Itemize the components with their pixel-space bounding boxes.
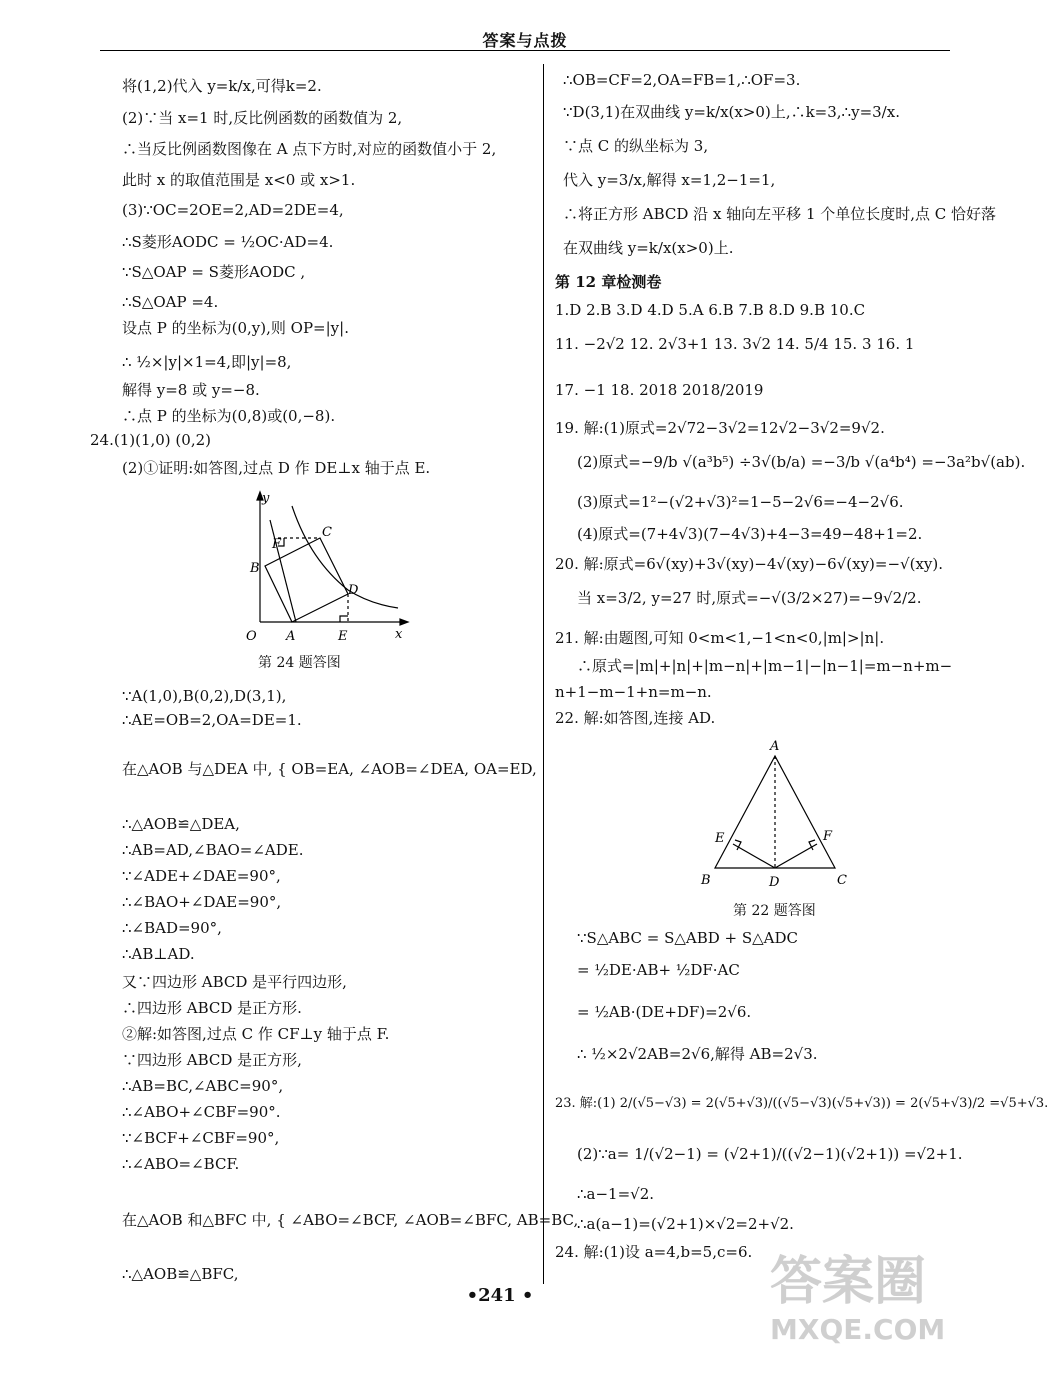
- text-line: (2)原式=−9/b √(a³b⁵) ÷3√(b/a) =−3/b √(a⁴b⁴) =−3a²b√(ab).: [577, 453, 1026, 471]
- watermark-logo: 答案圈: [770, 1252, 927, 1312]
- text-line: 又∵四边形 ABCD 是平行四边形,: [122, 973, 347, 991]
- text-line: 24.(1)(1,0) (0,2): [90, 431, 211, 449]
- header-title: 答案与点拨: [482, 31, 568, 50]
- label-a: A: [286, 629, 296, 644]
- text-line: = ½AB·(DE+DF)=2√6.: [577, 1003, 752, 1021]
- text-line: 将(1,2)代入 y=k/x,可得k=2.: [122, 77, 322, 95]
- label-c: C: [322, 525, 332, 540]
- text-line: ∵S△OAP = S菱形AODC ,: [122, 263, 306, 281]
- label-b: B: [701, 873, 711, 888]
- figure-24: [240, 490, 410, 644]
- section-heading: 第 12 章检测卷: [555, 273, 662, 291]
- label-f: F: [272, 537, 282, 552]
- text-line: 设点 P 的坐标为(0,y),则 OP=|y|.: [122, 319, 349, 337]
- hyperbola: [292, 506, 398, 608]
- text-line: ∴点 P 的坐标为(0,8)或(0,−8).: [122, 407, 336, 425]
- text-line: 24. 解:(1)设 a=4,b=5,c=6.: [555, 1243, 753, 1261]
- label-e: E: [338, 629, 348, 644]
- text-line: ∴AE=OB=2,OA=DE=1.: [122, 711, 302, 729]
- text-line: ∵四边形 ABCD 是正方形,: [122, 1051, 302, 1069]
- text-line: 11. −2√2 12. 2√3+1 13. 3√2 14. 5/4 15. 3 16. 1: [555, 335, 915, 353]
- text-line: ∵S△ABC = S△ABD + S△ADC: [577, 929, 799, 947]
- label-e: E: [715, 831, 725, 846]
- text-line: ∴∠ABO+∠CBF=90°.: [122, 1103, 281, 1121]
- text-line: ∴∠BAD=90°,: [122, 919, 222, 937]
- text-line: 23. 解:(1) 2/(√5−√3) = 2(√5+√3)/((√5−√3)(√5+√3)) = 2(√5+√3)/2 =√5+√3.: [555, 1096, 1048, 1111]
- header-rule: [100, 50, 950, 51]
- text-line: ∴原式=|m|+|n|+|m−n|+|m−1|−|n−1|=m−n+m−: [577, 657, 953, 675]
- label-f: F: [823, 829, 833, 844]
- page-number: •241 •: [466, 1285, 534, 1306]
- text-line: ∴AB⊥AD.: [122, 945, 195, 963]
- text-line: 22. 解:如答图,连接 AD.: [555, 709, 716, 727]
- text-line: ∴OB=CF=2,OA=FB=1,∴OF=3.: [563, 71, 801, 89]
- text-line: (3)∵OC=2OE=2,AD=2DE=4,: [122, 201, 344, 219]
- text-line: 当 x=3/2, y=27 时,原式=−√(3/2×27)=−9√2/2.: [577, 589, 922, 607]
- text-line: = ½DE·AB+ ½DF·AC: [577, 961, 740, 979]
- segment-de: [733, 844, 775, 868]
- text-line: 解得 y=8 或 y=−8.: [122, 381, 260, 399]
- text-line: (2)∵当 x=1 时,反比例函数的函数值为 2,: [122, 109, 403, 127]
- text-line: ∴△AOB≌△BFC,: [122, 1265, 239, 1283]
- text-line: ∴a(a−1)=(√2+1)×√2=2+√2.: [577, 1215, 794, 1233]
- text-line: ∵点 C 的纵坐标为 3,: [563, 137, 709, 155]
- line-ab-extended: [270, 520, 296, 622]
- label-a: A: [770, 739, 780, 754]
- text-line: n+1−m−1+n=m−n.: [555, 683, 712, 701]
- text-line: 此时 x 的取值范围是 x<0 或 x>1.: [122, 171, 356, 189]
- segment-df: [775, 844, 817, 868]
- text-line: ∴ ½×|y|×1=4,即|y|=8,: [122, 353, 292, 371]
- text-line: (3)原式=1²−(√2+√3)²=1−5−2√6=−4−2√6.: [577, 493, 904, 511]
- label-d: D: [348, 583, 359, 598]
- figure-22: [695, 738, 855, 890]
- watermark: [750, 1229, 980, 1359]
- text-line: ∴当反比例函数图像在 A 点下方时,对应的函数值小于 2,: [122, 140, 497, 158]
- text-line: 21. 解:由题图,可知 0<m<1,−1<n<0,|m|>|n|.: [555, 629, 885, 647]
- text-line: 在双曲线 y=k/x(x>0)上.: [563, 239, 734, 257]
- column-divider: [543, 64, 544, 1284]
- text-line: ∴∠ABO=∠BCF.: [122, 1155, 240, 1173]
- text-line: ∴将正方形 ABCD 沿 x 轴向左平移 1 个单位长度时,点 C 恰好落: [563, 205, 997, 223]
- text-line: 在△AOB 与△DEA 中, { OB=EA, ∠AOB=∠DEA, OA=ED,: [122, 760, 537, 778]
- text-line: ∴ ½×2√2AB=2√6,解得 AB=2√3.: [577, 1045, 818, 1063]
- label-b: B: [250, 561, 260, 576]
- label-y: y: [262, 491, 270, 506]
- watermark-url: MXQE.COM: [770, 1313, 946, 1346]
- text-line: 17. −1 18. 2018 2018/2019: [555, 381, 764, 399]
- text-line: 19. 解:(1)原式=2√72−3√2=12√2−3√2=9√2.: [555, 419, 885, 437]
- text-line: ∴△AOB≌△DEA,: [122, 815, 240, 833]
- text-line: ∴S△OAP =4.: [122, 293, 219, 311]
- text-line: ∴a−1=√2.: [577, 1185, 655, 1203]
- text-line: ②解:如答图,过点 C 作 CF⊥y 轴于点 F.: [122, 1025, 390, 1043]
- text-line: ∵D(3,1)在双曲线 y=k/x(x>0)上,∴k=3,∴y=3/x.: [563, 103, 900, 121]
- text-line: ∵∠ADE+∠DAE=90°,: [122, 867, 281, 885]
- text-line: 代入 y=3/x,解得 x=1,2−1=1,: [563, 171, 776, 189]
- label-d: D: [769, 875, 780, 890]
- label-o: O: [246, 629, 257, 644]
- text-line: 20. 解:原式=6√(xy)+3√(xy)−4√(xy)−6√(xy)=−√(xy).: [555, 555, 944, 573]
- label-c: C: [837, 873, 847, 888]
- text-line: ∵∠BCF+∠CBF=90°,: [122, 1129, 280, 1147]
- text-line: ∴AB=AD,∠BAO=∠ADE.: [122, 841, 304, 859]
- figure-24-caption: 第 24 题答图: [258, 655, 341, 671]
- page-header: [100, 0, 950, 50]
- text-line: 在△AOB 和△BFC 中, { ∠ABO=∠BCF, ∠AOB=∠BFC, AB=BC,: [122, 1211, 579, 1229]
- text-line: 1.D 2.B 3.D 4.D 5.A 6.B 7.B 8.D 9.B 10.C: [555, 301, 866, 319]
- text-line: ∵A(1,0),B(0,2),D(3,1),: [122, 687, 287, 705]
- text-line: ∴四边形 ABCD 是正方形.: [122, 999, 302, 1017]
- text-line: ∴S菱形AODC = ½OC·AD=4.: [122, 233, 334, 251]
- right-angle-e: [340, 616, 348, 622]
- figure-22-caption: 第 22 题答图: [733, 903, 816, 919]
- text-line: ∴AB=BC,∠ABC=90°,: [122, 1077, 284, 1095]
- label-x: x: [395, 627, 403, 642]
- x-arrow: [400, 619, 408, 625]
- text-line: (2)∵a= 1/(√2−1) = (√2+1)/((√2−1)(√2+1)) =√2+1.: [577, 1145, 963, 1163]
- text-line: (2)①证明:如答图,过点 D 作 DE⊥x 轴于点 E.: [122, 459, 431, 477]
- text-line: ∴∠BAO+∠DAE=90°,: [122, 893, 282, 911]
- text-line: (4)原式=(7+4√3)(7−4√3)+4−3=49−48+1=2.: [577, 525, 923, 543]
